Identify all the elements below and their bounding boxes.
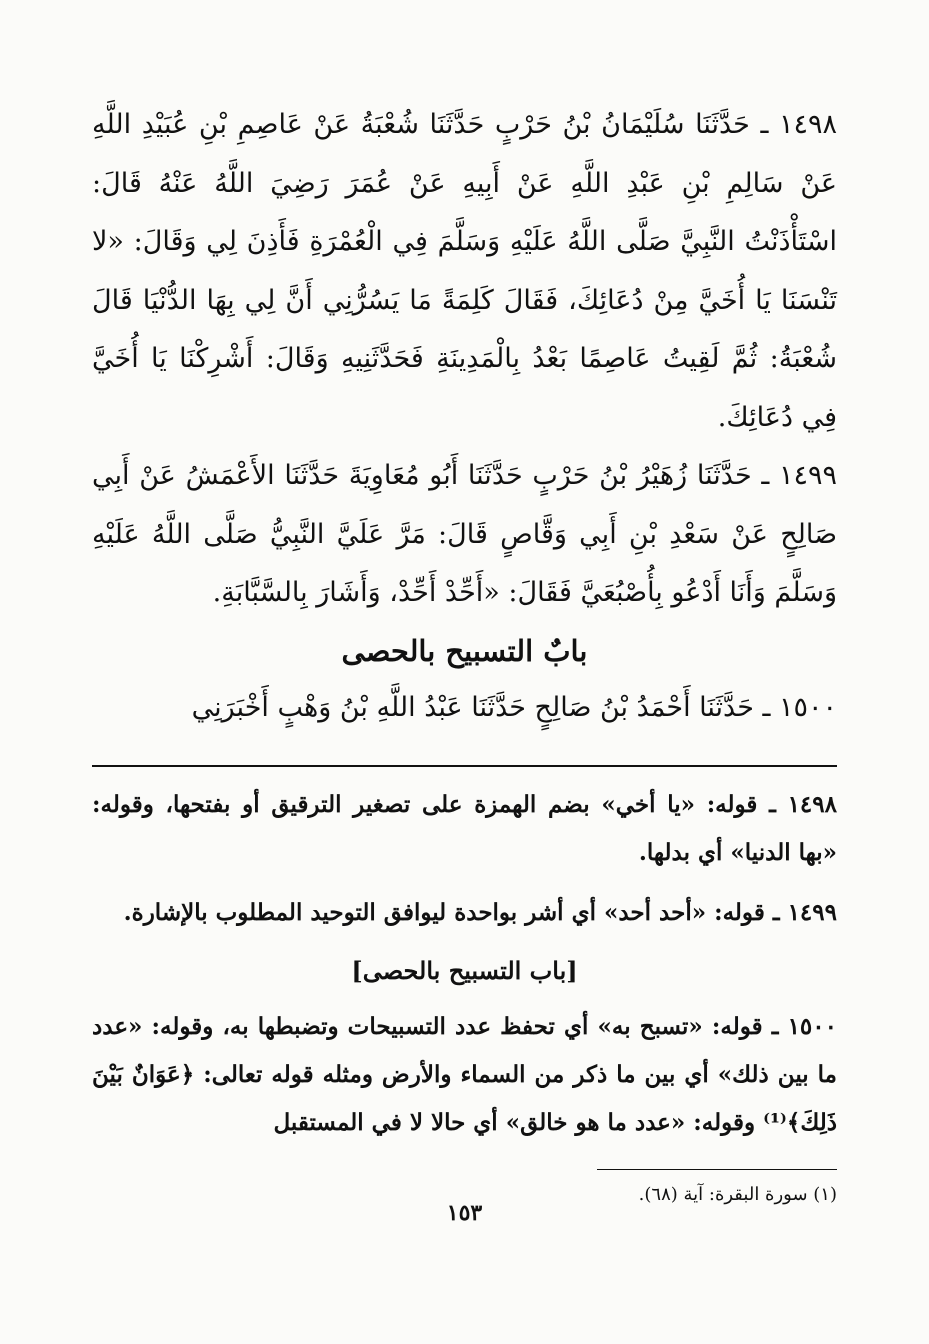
note-1500: ١٥٠٠ ـ قوله: «تسبح به» أي تحفظ عدد التسبيحات وتضبطها به، وقوله: «عدد ما بين ذلك» أي بين ما ذكر من السماء والأرض ومثله قوله تعالى: ﴿عَوَانٌ بَيْنَ ذَلِكَ﴾⁽¹⁾ وقوله: «عدد ما هو خالق» أي حالا لا في المستقبل	[92, 1013, 837, 1136]
note-1499: ١٤٩٩ ـ قوله: «أحد أحد» أي أشر بواحدة ليوافق التوحيد المطلوب بالإشارة.	[123, 899, 837, 926]
chapter-heading: بابٌ التسبيح بالحصى	[341, 633, 588, 668]
commentary-divider	[92, 765, 837, 767]
hadith-1498: ١٤٩٨ ـ حَدَّثَنَا سُلَيْمَانُ بْنُ حَرْبٍ حَدَّثَنَا شُعْبَةُ عَنْ عَاصِمِ بْنِ عُبَيْدِ اللَّهِ عَنْ سَالِمِ بْنِ عَبْدِ اللَّهِ عَنْ أَبِيهِ عَنْ عُمَرَ رَضِيَ اللَّهُ عَنْهُ قَالَ: اسْتَأْذَنْتُ النَّبِيَّ صَلَّى اللَّهُ عَلَيْهِ وَسَلَّمَ فِي الْعُمْرَةِ فَأَذِنَ لِي وَقَالَ: «لا تَنْسَنَا يَا أُخَيَّ مِنْ دُعَائِكَ، فَقَالَ كَلِمَةً مَا يَسُرُّنِي أَنَّ لِي بِهَا الدُّنْيَا قَالَ شُعْبَةُ: ثُمَّ لَقِيتُ عَاصِمًا بَعْدُ بِالْمَدِينَةِ فَحَدَّثَنِيهِ وَقَالَ: أَشْرِكْنَا يَا أُخَيَّ فِي دُعَائِكَ.	[92, 109, 837, 433]
hadith-1500: ١٥٠٠ ـ حَدَّثَنَا أَحْمَدُ بْنُ صَالِحٍ حَدَّثَنَا عَبْدُ اللَّهِ بْنُ وَهْبٍ أَخْبَرَنِي	[191, 691, 837, 723]
page-number: ١٥٣	[446, 1200, 483, 1226]
note-1498: ١٤٩٨ ـ قوله: «يا أخي» بضم الهمزة على تصغير الترقيق أو بفتحها، وقوله: «بها الدنيا» أي بدلها.	[92, 791, 837, 866]
footnote-divider	[597, 1169, 837, 1170]
footnote: (١) سورة البقرة: آية (٦٨).	[638, 1184, 837, 1205]
hadith-1499: ١٤٩٩ ـ حَدَّثَنَا زُهَيْرُ بْنُ حَرْبٍ حَدَّثَنَا أَبُو مُعَاوِيَةَ حَدَّثَنَا الأَعْمَشُ عَنْ أَبِي صَالِحٍ عَنْ سَعْدِ بْنِ أَبِي وَقَّاصٍ قَالَ: مَرَّ عَلَيَّ النَّبِيُّ صَلَّى اللَّهُ عَلَيْهِ وَسَلَّمَ وَأَنَا أَدْعُو بِأُصْبُعَيَّ فَقَالَ: «أَحِّدْ أَحِّدْ، وَأَشَارَ بِالسَّبَّابَةِ.	[92, 460, 837, 608]
commentary-chapter-heading: [باب التسبيح بالحصى]	[351, 956, 578, 985]
